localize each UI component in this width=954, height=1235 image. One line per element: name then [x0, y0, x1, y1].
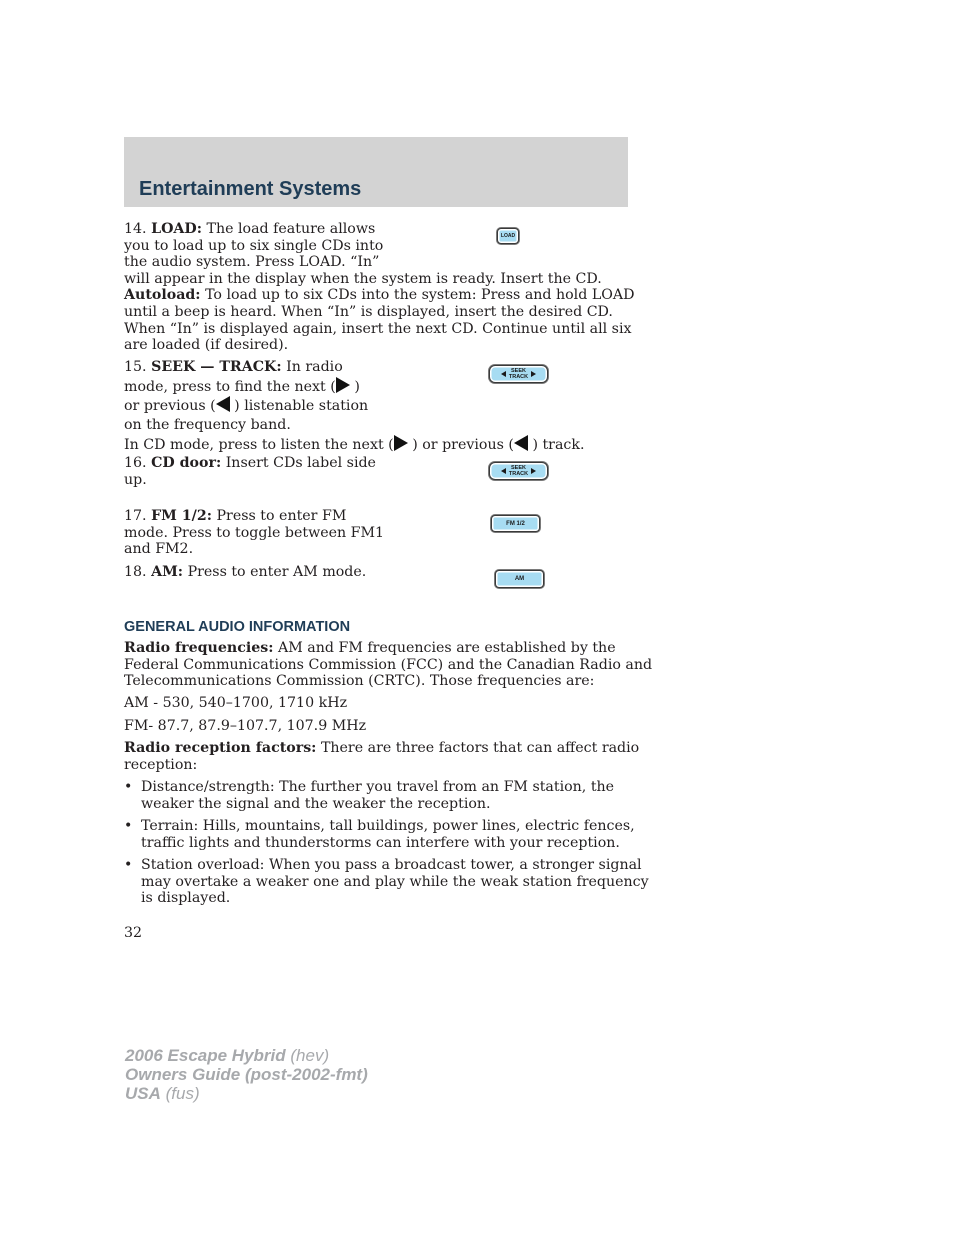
- general-audio-heading: GENERAL AUDIO INFORMATION: [124, 619, 351, 635]
- fm-button-illustration: FM 1/2: [491, 515, 540, 532]
- am-label: AM:: [151, 564, 184, 580]
- load-label: LOAD:: [151, 221, 202, 237]
- document-footer: 2006 Escape Hybrid (hev) Owners Guide (post-2002-fmt) USA (fus): [125, 1046, 368, 1103]
- cd-door-description: 16. CD door: Insert CDs label side up.: [124, 455, 376, 488]
- radio-frequencies-label: Radio frequencies:: [124, 640, 274, 656]
- am-frequency-line: AM - 530, 540–1700, 1710 kHz: [124, 695, 348, 711]
- am-description: 18. AM: Press to enter AM mode.: [124, 564, 367, 580]
- seek-track-button-illustration: SEEK TRACK: [489, 365, 548, 383]
- autoload-label: Autoload:: [124, 287, 201, 304]
- list-item: Terrain: Hills, mountains, tall buildings, power lines, electric fences, traffic lights and thunderstorms can interfere with your reception.: [141, 818, 635, 851]
- reception-factors-paragraph: Radio reception factors: There are three factors that can affect radio reception:: [124, 740, 640, 773]
- bullet-icon: •: [124, 857, 133, 873]
- cd-door-label: CD door:: [151, 455, 222, 471]
- list-item: Station overload: When you pass a broadcast tower, a stronger signal may overtake a weaker one and play while the weak station frequency is displayed.: [141, 857, 649, 907]
- list-item: Distance/strength: The further you travel from an FM station, the weaker the signal and the weaker the reception.: [141, 779, 615, 812]
- seek-right-arrow-icon: [531, 468, 536, 474]
- seek-right-arrow-icon: [531, 371, 536, 377]
- radio-frequencies-paragraph: Radio frequencies: AM and FM frequencies are established by the Federal Communications Commission (FCC) and the Canadian Radio and Telecommunications Commission (CRTC). Those frequencies are:: [124, 640, 653, 690]
- page-number: 32: [124, 925, 143, 941]
- load-button-illustration: LOAD: [497, 228, 519, 244]
- seek-left-arrow-icon: [501, 371, 506, 377]
- am-button-illustration: AM: [495, 570, 544, 588]
- load-description: 14. LOAD: The load feature allows you to load up to six single CDs into the audio system. Press LOAD. “In” will appear in the display when the system is ready. Insert the CD. Autoload: To load up to six CDs into the system: Press and hold LOAD until a beep is heard. When “In” is displayed, insert the desired CD. When “In” is displayed again, insert the next CD. Continue until all six are loaded (if desired).: [124, 221, 635, 354]
- play-previous-icon: [216, 396, 230, 412]
- seek-track-label: SEEK — TRACK:: [151, 359, 282, 375]
- play-next-icon: [336, 377, 350, 393]
- reception-factors-label: Radio reception factors:: [124, 740, 317, 756]
- seek-left-arrow-icon: [501, 468, 506, 474]
- play-previous-icon: [514, 435, 528, 451]
- cd-door-button-illustration: SEEK TRACK: [489, 462, 548, 480]
- fm-description: 17. FM 1/2: Press to enter FM mode. Press to toggle between FM1 and FM2.: [124, 508, 385, 558]
- bullet-icon: •: [124, 779, 133, 795]
- bullet-icon: •: [124, 818, 133, 834]
- fm-label: FM 1/2:: [151, 508, 212, 524]
- play-next-icon: [394, 435, 408, 451]
- seek-track-description: 15. SEEK — TRACK: In radio mode, press to find the next ( ) or previous ( ) listenable station on the frequency band. In CD mode, press to listen the next ( ) or previous ( ) track.: [124, 359, 585, 453]
- section-title: Entertainment Systems: [139, 178, 362, 200]
- fm-frequency-line: FM- 87.7, 87.9–107.7, 107.9 MHz: [124, 718, 367, 734]
